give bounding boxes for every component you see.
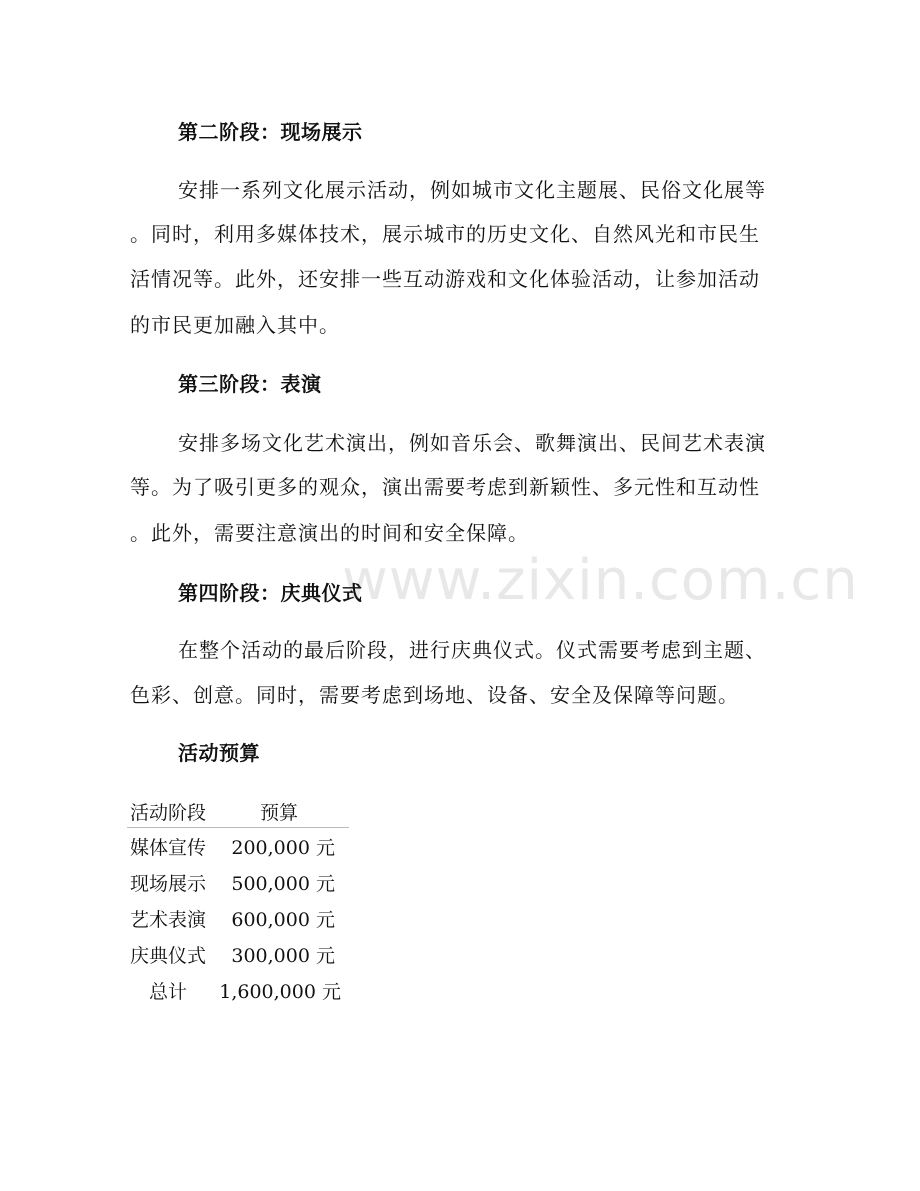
- table-header-row: [127, 795, 349, 828]
- budget-table: [127, 795, 349, 1008]
- total-label-cell: 总计: [148, 980, 187, 1003]
- paragraph-line: 活情况等。此外，还安排一些互动游戏和文化体验活动，让参加活动: [130, 267, 760, 291]
- amount-cell: 500,000 元: [231, 872, 335, 895]
- paragraph-line: 的市民更加融入其中。: [130, 313, 340, 337]
- budget-heading: 活动预算: [178, 741, 260, 765]
- table-row: [127, 900, 349, 936]
- section-heading-stage-2: 第二阶段：现场展示: [178, 120, 363, 144]
- paragraph-line: 色彩、创意。同时，需要考虑到场地、设备、安全及保障等问题。: [130, 683, 739, 707]
- table-total-row: [127, 972, 349, 1008]
- stage-cell: 现场展示: [129, 872, 206, 895]
- paragraph-line: 在整个活动的最后阶段，进行庆典仪式。仪式需要考虑到主题、: [178, 638, 766, 662]
- column-header-stage: 活动阶段: [127, 795, 209, 828]
- table-row: [127, 828, 349, 865]
- section-heading-stage-3: 第三阶段：表演: [178, 372, 322, 396]
- column-header-budget: 预算: [209, 795, 349, 828]
- paragraph-line: 。此外，需要注意演出的时间和安全保障。: [130, 521, 529, 545]
- paragraph-line: 等。为了吸引更多的观众，演出需要考虑到新颖性、多元性和互动性: [130, 475, 760, 499]
- paragraph-line: 。同时，利用多媒体技术，展示城市的历史文化、自然风光和市民生: [130, 222, 760, 246]
- stage-cell: 艺术表演: [129, 908, 206, 931]
- section-heading-stage-4: 第四阶段：庆典仪式: [178, 581, 363, 605]
- total-amount-cell: 1,600,000 元: [219, 980, 341, 1003]
- watermark: www.zixin.com.cn: [342, 548, 859, 613]
- table-row: [127, 936, 349, 972]
- stage-cell: 庆典仪式: [129, 944, 206, 967]
- paragraph-line: 安排一系列文化展示活动，例如城市文化主题展、民俗文化展等: [178, 178, 766, 202]
- amount-cell: 600,000 元: [231, 908, 335, 931]
- amount-cell: 300,000 元: [231, 944, 335, 967]
- amount-cell: 200,000 元: [231, 836, 335, 859]
- stage-cell: 媒体宣传: [129, 836, 206, 859]
- table-row: [127, 864, 349, 900]
- paragraph-line: 安排多场文化艺术演出，例如音乐会、歌舞演出、民间艺术表演: [178, 431, 766, 455]
